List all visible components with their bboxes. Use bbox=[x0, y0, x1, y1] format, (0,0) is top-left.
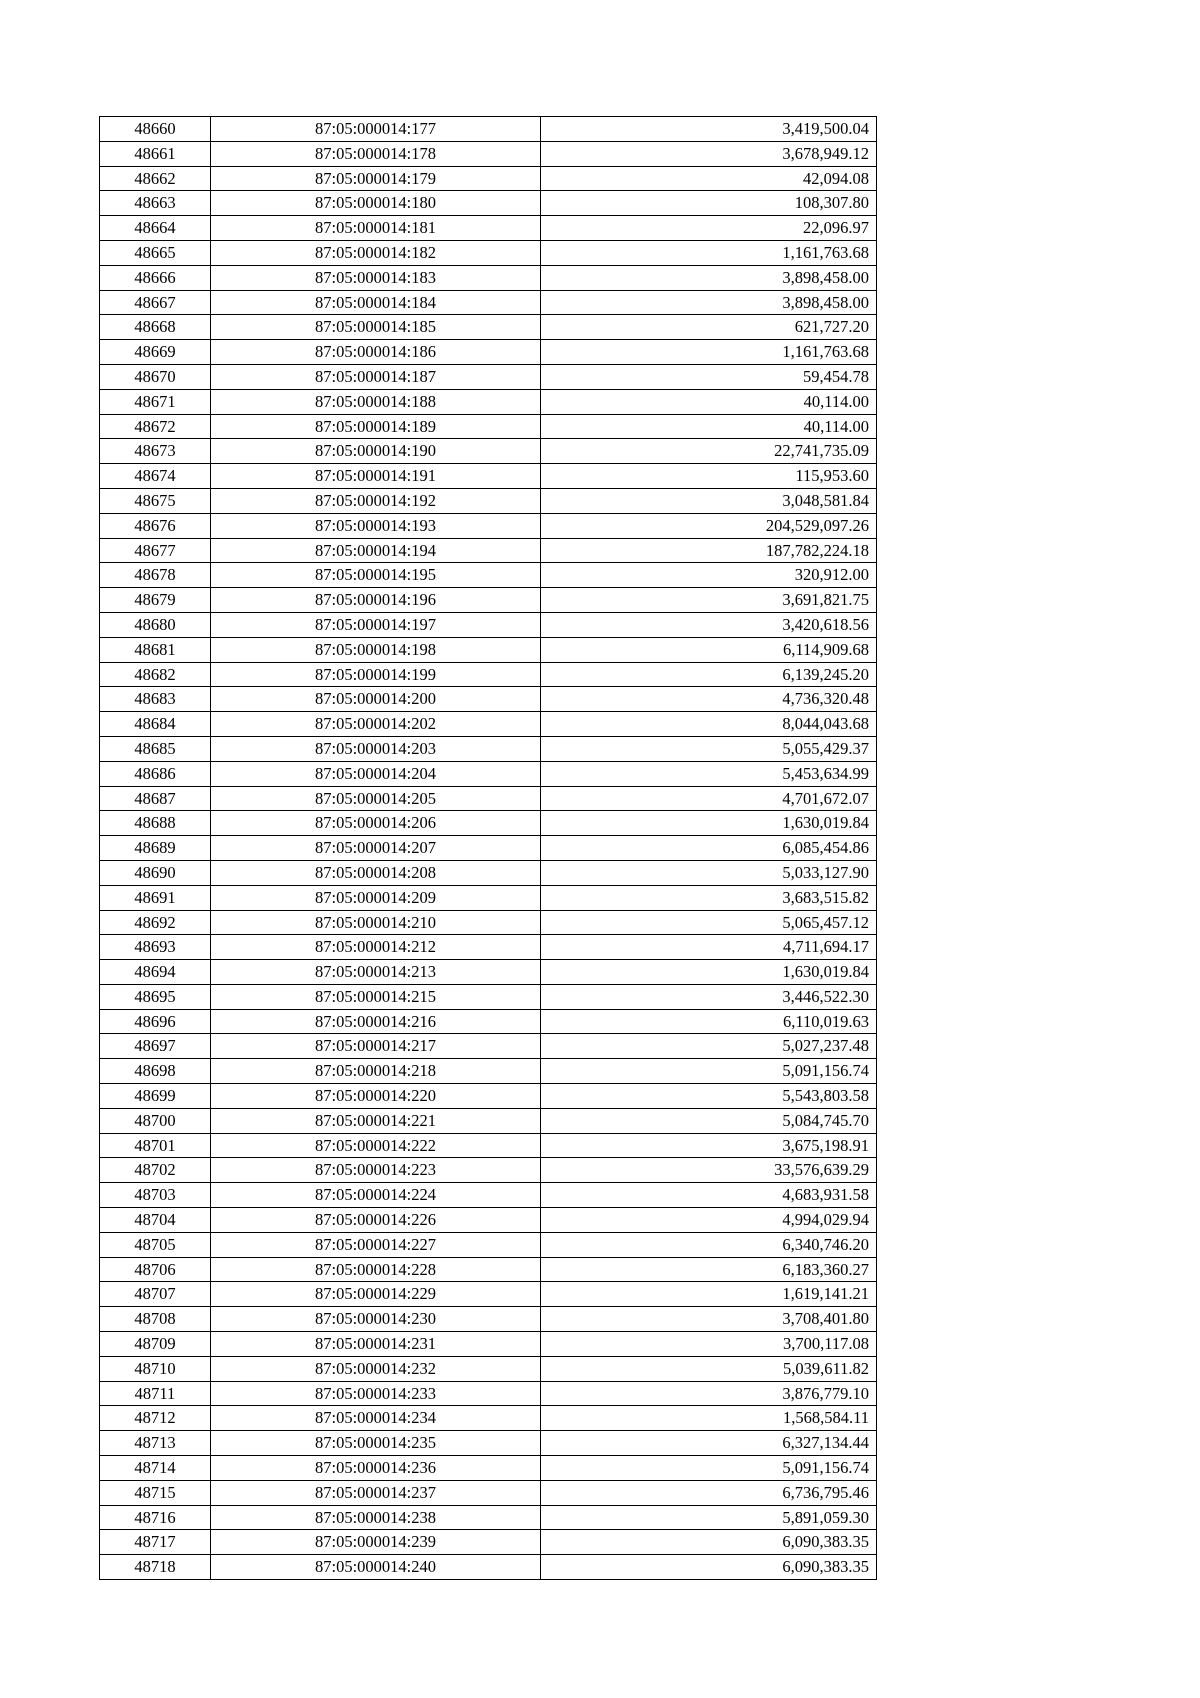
table-row bbox=[100, 736, 877, 761]
cadastral-number-cell: 87:05:000014:230 bbox=[211, 1307, 541, 1332]
cadastral-value-cell: 40,114.00 bbox=[541, 414, 877, 439]
cadastral-value-cell: 4,736,320.48 bbox=[541, 687, 877, 712]
cadastral-number-cell: 87:05:000014:180 bbox=[211, 191, 541, 216]
table-row bbox=[100, 1059, 877, 1084]
row-number-cell: 48679 bbox=[100, 588, 211, 613]
cadastral-number-cell: 87:05:000014:236 bbox=[211, 1456, 541, 1481]
cadastral-number-cell: 87:05:000014:185 bbox=[211, 315, 541, 340]
cadastral-value-cell: 5,065,457.12 bbox=[541, 910, 877, 935]
table-row bbox=[100, 1282, 877, 1307]
cadastral-value-cell: 3,420,618.56 bbox=[541, 612, 877, 637]
table-row bbox=[100, 786, 877, 811]
table-row bbox=[100, 1133, 877, 1158]
cadastral-value-cell: 6,110,019.63 bbox=[541, 1009, 877, 1034]
table-row bbox=[100, 687, 877, 712]
row-number-cell: 48675 bbox=[100, 488, 211, 513]
cadastral-value-cell: 6,090,383.35 bbox=[541, 1555, 877, 1580]
cadastral-number-cell: 87:05:000014:184 bbox=[211, 290, 541, 315]
cadastral-value-cell: 6,114,909.68 bbox=[541, 637, 877, 662]
row-number-cell: 48703 bbox=[100, 1183, 211, 1208]
cadastral-number-cell: 87:05:000014:232 bbox=[211, 1356, 541, 1381]
table-row bbox=[100, 662, 877, 687]
cadastral-value-cell: 4,994,029.94 bbox=[541, 1208, 877, 1233]
table-row bbox=[100, 488, 877, 513]
cadastral-number-cell: 87:05:000014:179 bbox=[211, 166, 541, 191]
row-number-cell: 48668 bbox=[100, 315, 211, 340]
row-number-cell: 48674 bbox=[100, 464, 211, 489]
cadastral-number-cell: 87:05:000014:190 bbox=[211, 439, 541, 464]
row-number-cell: 48691 bbox=[100, 885, 211, 910]
row-number-cell: 48673 bbox=[100, 439, 211, 464]
cadastral-value-cell: 320,912.00 bbox=[541, 563, 877, 588]
table-body bbox=[100, 117, 877, 1580]
cadastral-number-cell: 87:05:000014:213 bbox=[211, 960, 541, 985]
cadastral-value-cell: 3,678,949.12 bbox=[541, 141, 877, 166]
table-row bbox=[100, 1381, 877, 1406]
row-number-cell: 48715 bbox=[100, 1480, 211, 1505]
table-row bbox=[100, 612, 877, 637]
cadastral-number-cell: 87:05:000014:228 bbox=[211, 1257, 541, 1282]
cadastral-number-cell: 87:05:000014:212 bbox=[211, 935, 541, 960]
row-number-cell: 48692 bbox=[100, 910, 211, 935]
row-number-cell: 48704 bbox=[100, 1208, 211, 1233]
row-number-cell: 48661 bbox=[100, 141, 211, 166]
table-row bbox=[100, 240, 877, 265]
row-number-cell: 48716 bbox=[100, 1505, 211, 1530]
table-row bbox=[100, 538, 877, 563]
cadastral-value-cell: 1,161,763.68 bbox=[541, 240, 877, 265]
cadastral-number-cell: 87:05:000014:198 bbox=[211, 637, 541, 662]
cadastral-number-cell: 87:05:000014:183 bbox=[211, 265, 541, 290]
cadastral-number-cell: 87:05:000014:195 bbox=[211, 563, 541, 588]
table-row bbox=[100, 563, 877, 588]
row-number-cell: 48713 bbox=[100, 1431, 211, 1456]
cadastral-value-cell: 42,094.08 bbox=[541, 166, 877, 191]
cadastral-number-cell: 87:05:000014:223 bbox=[211, 1158, 541, 1183]
cadastral-value-cell: 4,683,931.58 bbox=[541, 1183, 877, 1208]
cadastral-value-cell: 33,576,639.29 bbox=[541, 1158, 877, 1183]
cadastral-value-cell: 1,161,763.68 bbox=[541, 340, 877, 365]
cadastral-value-cell: 8,044,043.68 bbox=[541, 712, 877, 737]
table-row bbox=[100, 1332, 877, 1357]
cadastral-value-cell: 115,953.60 bbox=[541, 464, 877, 489]
cadastral-value-cell: 187,782,224.18 bbox=[541, 538, 877, 563]
cadastral-value-cell: 5,027,237.48 bbox=[541, 1034, 877, 1059]
row-number-cell: 48683 bbox=[100, 687, 211, 712]
row-number-cell: 48707 bbox=[100, 1282, 211, 1307]
cadastral-number-cell: 87:05:000014:186 bbox=[211, 340, 541, 365]
row-number-cell: 48706 bbox=[100, 1257, 211, 1282]
cadastral-number-cell: 87:05:000014:231 bbox=[211, 1332, 541, 1357]
cadastral-number-cell: 87:05:000014:193 bbox=[211, 513, 541, 538]
cadastral-number-cell: 87:05:000014:182 bbox=[211, 240, 541, 265]
cadastral-value-cell: 5,091,156.74 bbox=[541, 1456, 877, 1481]
cadastral-number-cell: 87:05:000014:237 bbox=[211, 1480, 541, 1505]
table-row bbox=[100, 1307, 877, 1332]
cadastral-value-cell: 3,708,401.80 bbox=[541, 1307, 877, 1332]
cadastral-value-cell: 4,711,694.17 bbox=[541, 935, 877, 960]
cadastral-number-cell: 87:05:000014:200 bbox=[211, 687, 541, 712]
cadastral-number-cell: 87:05:000014:221 bbox=[211, 1108, 541, 1133]
table-row bbox=[100, 960, 877, 985]
table-row bbox=[100, 984, 877, 1009]
cadastral-number-cell: 87:05:000014:187 bbox=[211, 364, 541, 389]
table-row bbox=[100, 761, 877, 786]
table-row bbox=[100, 414, 877, 439]
row-number-cell: 48708 bbox=[100, 1307, 211, 1332]
cadastral-number-cell: 87:05:000014:240 bbox=[211, 1555, 541, 1580]
cadastral-value-cell: 1,619,141.21 bbox=[541, 1282, 877, 1307]
cadastral-value-cell: 3,898,458.00 bbox=[541, 290, 877, 315]
row-number-cell: 48699 bbox=[100, 1084, 211, 1109]
row-number-cell: 48677 bbox=[100, 538, 211, 563]
cadastral-value-cell: 6,736,795.46 bbox=[541, 1480, 877, 1505]
row-number-cell: 48694 bbox=[100, 960, 211, 985]
table-row bbox=[100, 811, 877, 836]
cadastral-value-cell: 6,183,360.27 bbox=[541, 1257, 877, 1282]
cadastral-number-cell: 87:05:000014:216 bbox=[211, 1009, 541, 1034]
table-row bbox=[100, 1009, 877, 1034]
row-number-cell: 48680 bbox=[100, 612, 211, 637]
cadastral-value-cell: 4,701,672.07 bbox=[541, 786, 877, 811]
cadastral-value-cell: 3,048,581.84 bbox=[541, 488, 877, 513]
cadastral-number-cell: 87:05:000014:204 bbox=[211, 761, 541, 786]
row-number-cell: 48718 bbox=[100, 1555, 211, 1580]
table-row bbox=[100, 1084, 877, 1109]
cadastral-number-cell: 87:05:000014:199 bbox=[211, 662, 541, 687]
cadastral-value-cell: 59,454.78 bbox=[541, 364, 877, 389]
table-row bbox=[100, 191, 877, 216]
table-row bbox=[100, 885, 877, 910]
table-row bbox=[100, 1456, 877, 1481]
row-number-cell: 48670 bbox=[100, 364, 211, 389]
table-row bbox=[100, 935, 877, 960]
row-number-cell: 48676 bbox=[100, 513, 211, 538]
table-row bbox=[100, 1406, 877, 1431]
cadastral-value-cell: 3,419,500.04 bbox=[541, 117, 877, 142]
table-row bbox=[100, 1183, 877, 1208]
table-row bbox=[100, 860, 877, 885]
cadastral-number-cell: 87:05:000014:178 bbox=[211, 141, 541, 166]
cadastral-number-cell: 87:05:000014:207 bbox=[211, 836, 541, 861]
cadastral-number-cell: 87:05:000014:226 bbox=[211, 1208, 541, 1233]
row-number-cell: 48678 bbox=[100, 563, 211, 588]
table-row bbox=[100, 389, 877, 414]
cadastral-value-cell: 6,327,134.44 bbox=[541, 1431, 877, 1456]
cadastral-value-cell: 5,543,803.58 bbox=[541, 1084, 877, 1109]
cadastral-number-cell: 87:05:000014:202 bbox=[211, 712, 541, 737]
cadastral-value-cell: 6,139,245.20 bbox=[541, 662, 877, 687]
row-number-cell: 48666 bbox=[100, 265, 211, 290]
table-row bbox=[100, 637, 877, 662]
cadastral-number-cell: 87:05:000014:239 bbox=[211, 1530, 541, 1555]
table-row bbox=[100, 1108, 877, 1133]
cadastral-value-cell: 204,529,097.26 bbox=[541, 513, 877, 538]
row-number-cell: 48665 bbox=[100, 240, 211, 265]
row-number-cell: 48682 bbox=[100, 662, 211, 687]
cadastral-value-cell: 6,085,454.86 bbox=[541, 836, 877, 861]
cadastral-value-cell: 40,114.00 bbox=[541, 389, 877, 414]
cadastral-value-cell: 1,630,019.84 bbox=[541, 960, 877, 985]
table-row bbox=[100, 364, 877, 389]
row-number-cell: 48664 bbox=[100, 216, 211, 241]
cadastral-number-cell: 87:05:000014:229 bbox=[211, 1282, 541, 1307]
row-number-cell: 48688 bbox=[100, 811, 211, 836]
row-number-cell: 48695 bbox=[100, 984, 211, 1009]
cadastral-number-cell: 87:05:000014:217 bbox=[211, 1034, 541, 1059]
table-row bbox=[100, 439, 877, 464]
cadastral-value-cell: 3,898,458.00 bbox=[541, 265, 877, 290]
cadastral-value-cell: 5,891,059.30 bbox=[541, 1505, 877, 1530]
table-row bbox=[100, 1232, 877, 1257]
table-row bbox=[100, 836, 877, 861]
table-row bbox=[100, 1356, 877, 1381]
table-row bbox=[100, 1555, 877, 1580]
row-number-cell: 48690 bbox=[100, 860, 211, 885]
cadastral-value-cell: 22,741,735.09 bbox=[541, 439, 877, 464]
row-number-cell: 48712 bbox=[100, 1406, 211, 1431]
cadastral-number-cell: 87:05:000014:177 bbox=[211, 117, 541, 142]
cadastral-value-cell: 3,683,515.82 bbox=[541, 885, 877, 910]
row-number-cell: 48667 bbox=[100, 290, 211, 315]
cadastral-number-cell: 87:05:000014:188 bbox=[211, 389, 541, 414]
row-number-cell: 48660 bbox=[100, 117, 211, 142]
table-row bbox=[100, 315, 877, 340]
cadastral-number-cell: 87:05:000014:206 bbox=[211, 811, 541, 836]
table-row bbox=[100, 117, 877, 142]
table-row bbox=[100, 340, 877, 365]
table-row bbox=[100, 712, 877, 737]
cadastral-value-cell: 5,091,156.74 bbox=[541, 1059, 877, 1084]
cadastral-number-cell: 87:05:000014:194 bbox=[211, 538, 541, 563]
cadastral-value-cell: 108,307.80 bbox=[541, 191, 877, 216]
row-number-cell: 48709 bbox=[100, 1332, 211, 1357]
table-row bbox=[100, 1505, 877, 1530]
row-number-cell: 48687 bbox=[100, 786, 211, 811]
table-row bbox=[100, 216, 877, 241]
cadastral-value-cell: 5,084,745.70 bbox=[541, 1108, 877, 1133]
row-number-cell: 48698 bbox=[100, 1059, 211, 1084]
row-number-cell: 48696 bbox=[100, 1009, 211, 1034]
cadastral-number-cell: 87:05:000014:181 bbox=[211, 216, 541, 241]
cadastral-value-cell: 22,096.97 bbox=[541, 216, 877, 241]
table-row bbox=[100, 265, 877, 290]
cadastral-number-cell: 87:05:000014:191 bbox=[211, 464, 541, 489]
row-number-cell: 48701 bbox=[100, 1133, 211, 1158]
cadastral-number-cell: 87:05:000014:238 bbox=[211, 1505, 541, 1530]
row-number-cell: 48710 bbox=[100, 1356, 211, 1381]
cadastral-number-cell: 87:05:000014:189 bbox=[211, 414, 541, 439]
table-row bbox=[100, 464, 877, 489]
table-row bbox=[100, 1431, 877, 1456]
cadastral-value-cell: 6,340,746.20 bbox=[541, 1232, 877, 1257]
row-number-cell: 48717 bbox=[100, 1530, 211, 1555]
table-row bbox=[100, 1158, 877, 1183]
cadastral-number-cell: 87:05:000014:208 bbox=[211, 860, 541, 885]
row-number-cell: 48711 bbox=[100, 1381, 211, 1406]
cadastral-number-cell: 87:05:000014:227 bbox=[211, 1232, 541, 1257]
cadastral-value-cell: 5,453,634.99 bbox=[541, 761, 877, 786]
row-number-cell: 48671 bbox=[100, 389, 211, 414]
cadastral-value-cell: 3,446,522.30 bbox=[541, 984, 877, 1009]
cadastral-value-cell: 5,039,611.82 bbox=[541, 1356, 877, 1381]
row-number-cell: 48714 bbox=[100, 1456, 211, 1481]
cadastral-number-cell: 87:05:000014:205 bbox=[211, 786, 541, 811]
row-number-cell: 48662 bbox=[100, 166, 211, 191]
table-row bbox=[100, 290, 877, 315]
cadastral-value-cell: 3,691,821.75 bbox=[541, 588, 877, 613]
table-row bbox=[100, 1208, 877, 1233]
row-number-cell: 48684 bbox=[100, 712, 211, 737]
row-number-cell: 48689 bbox=[100, 836, 211, 861]
cadastral-value-cell: 621,727.20 bbox=[541, 315, 877, 340]
cadastral-number-cell: 87:05:000014:197 bbox=[211, 612, 541, 637]
cadastral-value-cell: 1,630,019.84 bbox=[541, 811, 877, 836]
row-number-cell: 48686 bbox=[100, 761, 211, 786]
cadastral-number-cell: 87:05:000014:224 bbox=[211, 1183, 541, 1208]
row-number-cell: 48685 bbox=[100, 736, 211, 761]
cadastral-value-cell: 5,055,429.37 bbox=[541, 736, 877, 761]
table-row bbox=[100, 1257, 877, 1282]
cadastral-number-cell: 87:05:000014:203 bbox=[211, 736, 541, 761]
cadastral-value-cell: 3,876,779.10 bbox=[541, 1381, 877, 1406]
cadastral-value-table bbox=[99, 116, 877, 1580]
row-number-cell: 48669 bbox=[100, 340, 211, 365]
row-number-cell: 48702 bbox=[100, 1158, 211, 1183]
cadastral-value-cell: 1,568,584.11 bbox=[541, 1406, 877, 1431]
cadastral-number-cell: 87:05:000014:192 bbox=[211, 488, 541, 513]
cadastral-number-cell: 87:05:000014:233 bbox=[211, 1381, 541, 1406]
row-number-cell: 48681 bbox=[100, 637, 211, 662]
cadastral-value-cell: 3,700,117.08 bbox=[541, 1332, 877, 1357]
cadastral-number-cell: 87:05:000014:235 bbox=[211, 1431, 541, 1456]
table-row bbox=[100, 1530, 877, 1555]
cadastral-value-cell: 5,033,127.90 bbox=[541, 860, 877, 885]
cadastral-number-cell: 87:05:000014:234 bbox=[211, 1406, 541, 1431]
row-number-cell: 48693 bbox=[100, 935, 211, 960]
cadastral-number-cell: 87:05:000014:210 bbox=[211, 910, 541, 935]
table-row bbox=[100, 1034, 877, 1059]
cadastral-value-cell: 6,090,383.35 bbox=[541, 1530, 877, 1555]
cadastral-number-cell: 87:05:000014:215 bbox=[211, 984, 541, 1009]
row-number-cell: 48700 bbox=[100, 1108, 211, 1133]
cadastral-number-cell: 87:05:000014:196 bbox=[211, 588, 541, 613]
cadastral-number-cell: 87:05:000014:218 bbox=[211, 1059, 541, 1084]
table-row bbox=[100, 513, 877, 538]
table-row bbox=[100, 1480, 877, 1505]
table-row bbox=[100, 588, 877, 613]
cadastral-number-cell: 87:05:000014:222 bbox=[211, 1133, 541, 1158]
cadastral-number-cell: 87:05:000014:220 bbox=[211, 1084, 541, 1109]
cadastral-number-cell: 87:05:000014:209 bbox=[211, 885, 541, 910]
row-number-cell: 48663 bbox=[100, 191, 211, 216]
table-row bbox=[100, 141, 877, 166]
cadastral-value-cell: 3,675,198.91 bbox=[541, 1133, 877, 1158]
row-number-cell: 48705 bbox=[100, 1232, 211, 1257]
table-row bbox=[100, 910, 877, 935]
row-number-cell: 48672 bbox=[100, 414, 211, 439]
row-number-cell: 48697 bbox=[100, 1034, 211, 1059]
table-row bbox=[100, 166, 877, 191]
